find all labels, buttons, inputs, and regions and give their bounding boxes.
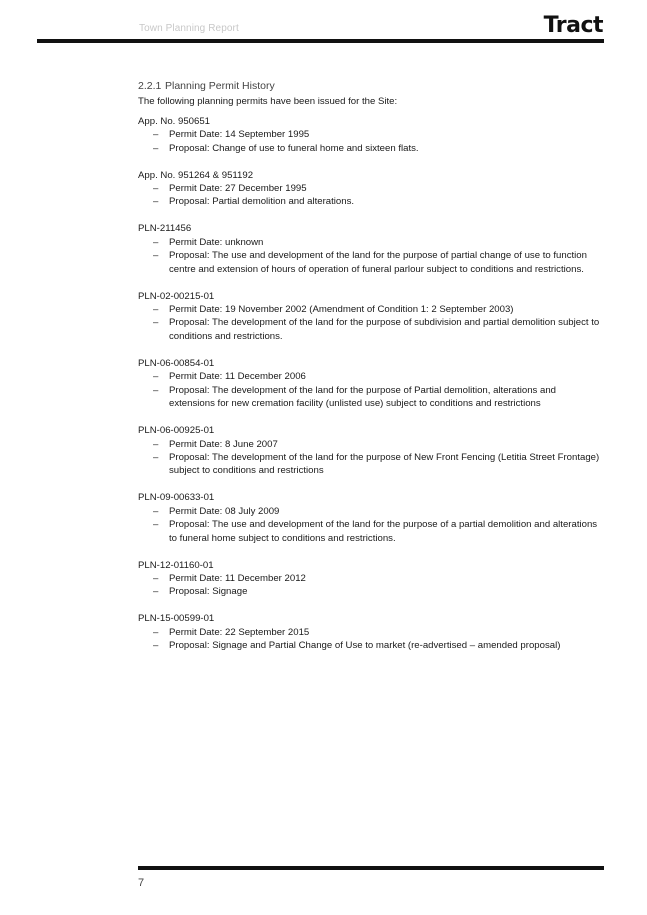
permit-application-number: PLN-02-00215-01: [138, 290, 215, 302]
bullet-dash: –: [153, 519, 159, 531]
permit-application-number: PLN-09-00633-01: [138, 492, 215, 504]
permit-application-number: App. No. 950651: [138, 115, 211, 127]
permit-detail-text: Proposal: The use and development of the land for the purpose of a partial demolition and alterations to funeral home subject to conditions and restrictions.: [169, 519, 598, 544]
bullet-dash: –: [153, 438, 159, 450]
brand-logo: Tract: [543, 13, 603, 38]
permit-detail-text: Permit Date: 11 December 2012: [169, 572, 306, 584]
permit-entry: [138, 222, 604, 276]
permit-application-number: PLN-06-00925-01: [138, 425, 215, 437]
permit-proposal: [138, 518, 604, 545]
permit-date: [138, 128, 604, 141]
bullet-dash: –: [153, 250, 159, 262]
permit-date: [138, 236, 604, 249]
bullet-dash: –: [153, 183, 159, 195]
permit-details-list: [138, 182, 604, 209]
bullet-dash: –: [153, 317, 159, 329]
permit-detail-text: Proposal: Signage: [169, 586, 248, 598]
permit-detail-text: Proposal: The development of the land for the purpose of Partial demolition, alterations and extensions for new cremation facility (unlisted use) subject to conditions and restrictions: [169, 384, 557, 410]
bullet-dash: –: [153, 505, 159, 517]
permit-entry: [138, 612, 604, 652]
permit-proposal: [138, 384, 604, 411]
permit-proposal: [138, 142, 604, 155]
permit-entry: [138, 559, 604, 599]
permit-application-number: App. No. 951264 & 951192: [138, 169, 254, 181]
permit-entry: [138, 115, 604, 155]
section-number: 2.2.1: [138, 80, 162, 92]
permit-date: [138, 626, 604, 639]
permit-list: [138, 115, 604, 653]
permit-proposal: [138, 249, 604, 276]
bullet-dash: –: [153, 572, 159, 584]
permit-application-number: PLN-06-00854-01: [138, 357, 215, 369]
permit-proposal: [138, 451, 604, 478]
permit-application-number: PLN-12-01160-01: [138, 559, 214, 571]
permit-date: [138, 182, 604, 195]
section-title: Planning Permit History: [165, 80, 275, 92]
permit-entry: [138, 357, 604, 411]
permit-details-list: [138, 236, 604, 276]
permit-entry: [138, 424, 604, 478]
permit-detail-text: Permit Date: 08 July 2009: [169, 505, 280, 517]
permit-date: [138, 572, 604, 585]
permit-detail-text: Permit Date: unknown: [169, 236, 264, 248]
bullet-dash: –: [153, 626, 159, 638]
permit-detail-text: Proposal: The development of the land for the purpose of subdivision and partial demolition subject to conditions and restrictions.: [169, 317, 600, 342]
permit-proposal: [138, 195, 604, 208]
page-number: 7: [138, 877, 145, 889]
header-rule: [37, 39, 604, 43]
bullet-dash: –: [153, 236, 159, 248]
permit-detail-text: Proposal: Partial demolition and alterations.: [169, 196, 355, 208]
permit-proposal: [138, 639, 604, 652]
permit-date: [138, 505, 604, 518]
permit-entry: [138, 290, 604, 344]
bullet-dash: –: [153, 196, 159, 208]
permit-details-list: [138, 626, 604, 653]
document-body: [138, 80, 604, 666]
bullet-dash: –: [153, 384, 159, 396]
bullet-dash: –: [153, 640, 159, 652]
permit-entry: [138, 169, 604, 209]
permit-date: [138, 370, 604, 383]
permit-detail-text: Permit Date: 19 November 2002 (Amendment of Condition 1: 2 September 2003): [169, 304, 514, 316]
permit-entry: [138, 491, 604, 545]
bullet-dash: –: [153, 371, 159, 383]
permit-detail-text: Proposal: The development of the land for the purpose of New Front Fencing (Letitia Street Frontage) subject to conditions and restrictions: [169, 451, 600, 477]
report-header-label: Town Planning Report: [139, 23, 239, 34]
bullet-dash: –: [153, 451, 159, 463]
permit-details-list: [138, 505, 604, 545]
permit-proposal: [138, 316, 604, 343]
permit-detail-text: Permit Date: 11 December 2006: [169, 371, 306, 383]
bullet-dash: –: [153, 142, 159, 154]
footer-rule: [138, 866, 604, 870]
section-heading: [138, 80, 604, 93]
permit-detail-text: Permit Date: 27 December 1995: [169, 183, 307, 195]
permit-detail-text: Proposal: Signage and Partial Change of Use to market (re-advertised – amended proposal): [169, 640, 561, 652]
permit-detail-text: Proposal: The use and development of the land for the purpose of partial change of use to function centre and extension of hours of operation of funeral parlour subject to conditions and restrictions.: [169, 250, 587, 275]
section-intro: The following planning permits have been issued for the Site:: [138, 96, 398, 108]
bullet-dash: –: [153, 304, 159, 316]
permit-detail-text: Permit Date: 14 September 1995: [169, 129, 310, 141]
bullet-dash: –: [153, 129, 159, 141]
permit-detail-text: Permit Date: 8 June 2007: [169, 438, 278, 450]
permit-details-list: [138, 572, 604, 599]
permit-detail-text: Proposal: Change of use to funeral home and sixteen flats.: [169, 142, 419, 154]
permit-details-list: [138, 128, 604, 155]
permit-application-number: PLN-15-00599-01: [138, 613, 215, 625]
permit-application-number: PLN-211456: [138, 223, 192, 235]
permit-date: [138, 438, 604, 451]
permit-date: [138, 303, 604, 316]
permit-proposal: [138, 585, 604, 598]
permit-detail-text: Permit Date: 22 September 2015: [169, 626, 310, 638]
permit-details-list: [138, 438, 604, 478]
permit-details-list: [138, 370, 604, 410]
bullet-dash: –: [153, 586, 159, 598]
permit-details-list: [138, 303, 604, 343]
